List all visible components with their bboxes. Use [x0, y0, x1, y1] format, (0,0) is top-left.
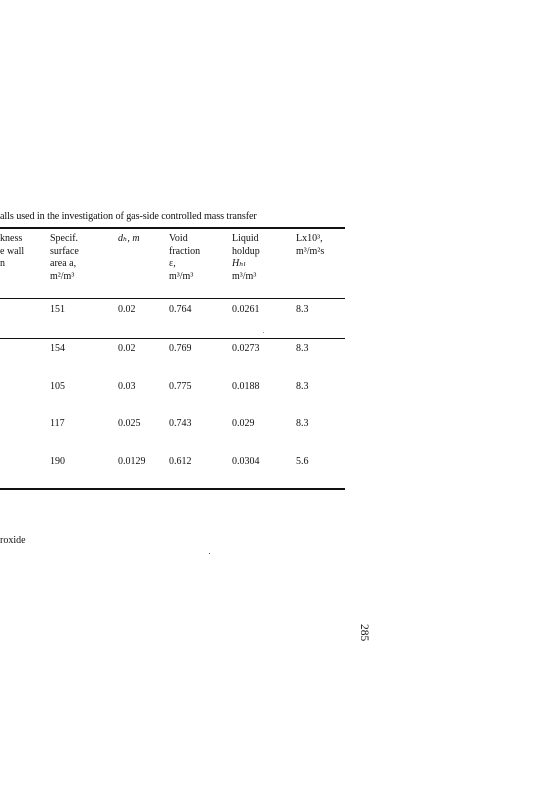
cell-specific-surface: 117 — [50, 418, 65, 429]
cell-specific-surface: 190 — [50, 456, 65, 467]
cell-liquid-load: 8.3 — [296, 304, 309, 315]
header-liquid-load: Lx10³, m³/m²s — [296, 233, 325, 257]
cell-liquid-load: 5.6 — [296, 456, 309, 467]
cell-specific-surface: 105 — [50, 381, 65, 392]
header-hydraulic-diameter: dₕ, m — [118, 233, 140, 244]
scan-speck — [263, 332, 264, 333]
table-header-rule — [0, 298, 345, 299]
cell-hydraulic-diameter: 0.0129 — [118, 456, 146, 467]
cell-liquid-holdup: 0.0261 — [232, 304, 260, 315]
header-specific-surface: Specif. surface area a, m²/m³ — [50, 233, 79, 282]
cell-specific-surface: 151 — [50, 304, 65, 315]
table-group-rule — [0, 338, 345, 339]
header-void-fraction: Void fraction ε, m³/m³ — [169, 233, 201, 282]
cell-specific-surface: 154 — [50, 343, 65, 354]
cell-liquid-holdup: 0.0304 — [232, 456, 260, 467]
cell-void-fraction: 0.743 — [169, 418, 192, 429]
cell-liquid-load: 8.3 — [296, 343, 309, 354]
cell-void-fraction: 0.764 — [169, 304, 192, 315]
cell-hydraulic-diameter: 0.03 — [118, 381, 136, 392]
table-bottom-rule — [0, 488, 345, 490]
header-liquid-holdup: Liquid holdup Hₕₗ m³/m³ — [232, 233, 260, 282]
cell-liquid-holdup: 0.0188 — [232, 381, 260, 392]
header-thickness: kness e wall n — [0, 233, 25, 269]
cell-hydraulic-diameter: 0.025 — [118, 418, 141, 429]
table-caption: alls used in the investigation of gas-side controlled mass transfer — [0, 211, 257, 222]
scan-speck — [209, 553, 210, 554]
footnote-fragment: roxide — [0, 535, 26, 546]
cell-liquid-load: 8.3 — [296, 381, 309, 392]
cell-void-fraction: 0.775 — [169, 381, 192, 392]
cell-hydraulic-diameter: 0.02 — [118, 304, 136, 315]
table-top-rule — [0, 227, 345, 229]
page-number: 285 — [358, 624, 370, 642]
cell-liquid-load: 8.3 — [296, 418, 309, 429]
cell-hydraulic-diameter: 0.02 — [118, 343, 136, 354]
cell-liquid-holdup: 0.0273 — [232, 343, 260, 354]
cell-void-fraction: 0.612 — [169, 456, 192, 467]
cell-liquid-holdup: 0.029 — [232, 418, 255, 429]
cell-void-fraction: 0.769 — [169, 343, 192, 354]
